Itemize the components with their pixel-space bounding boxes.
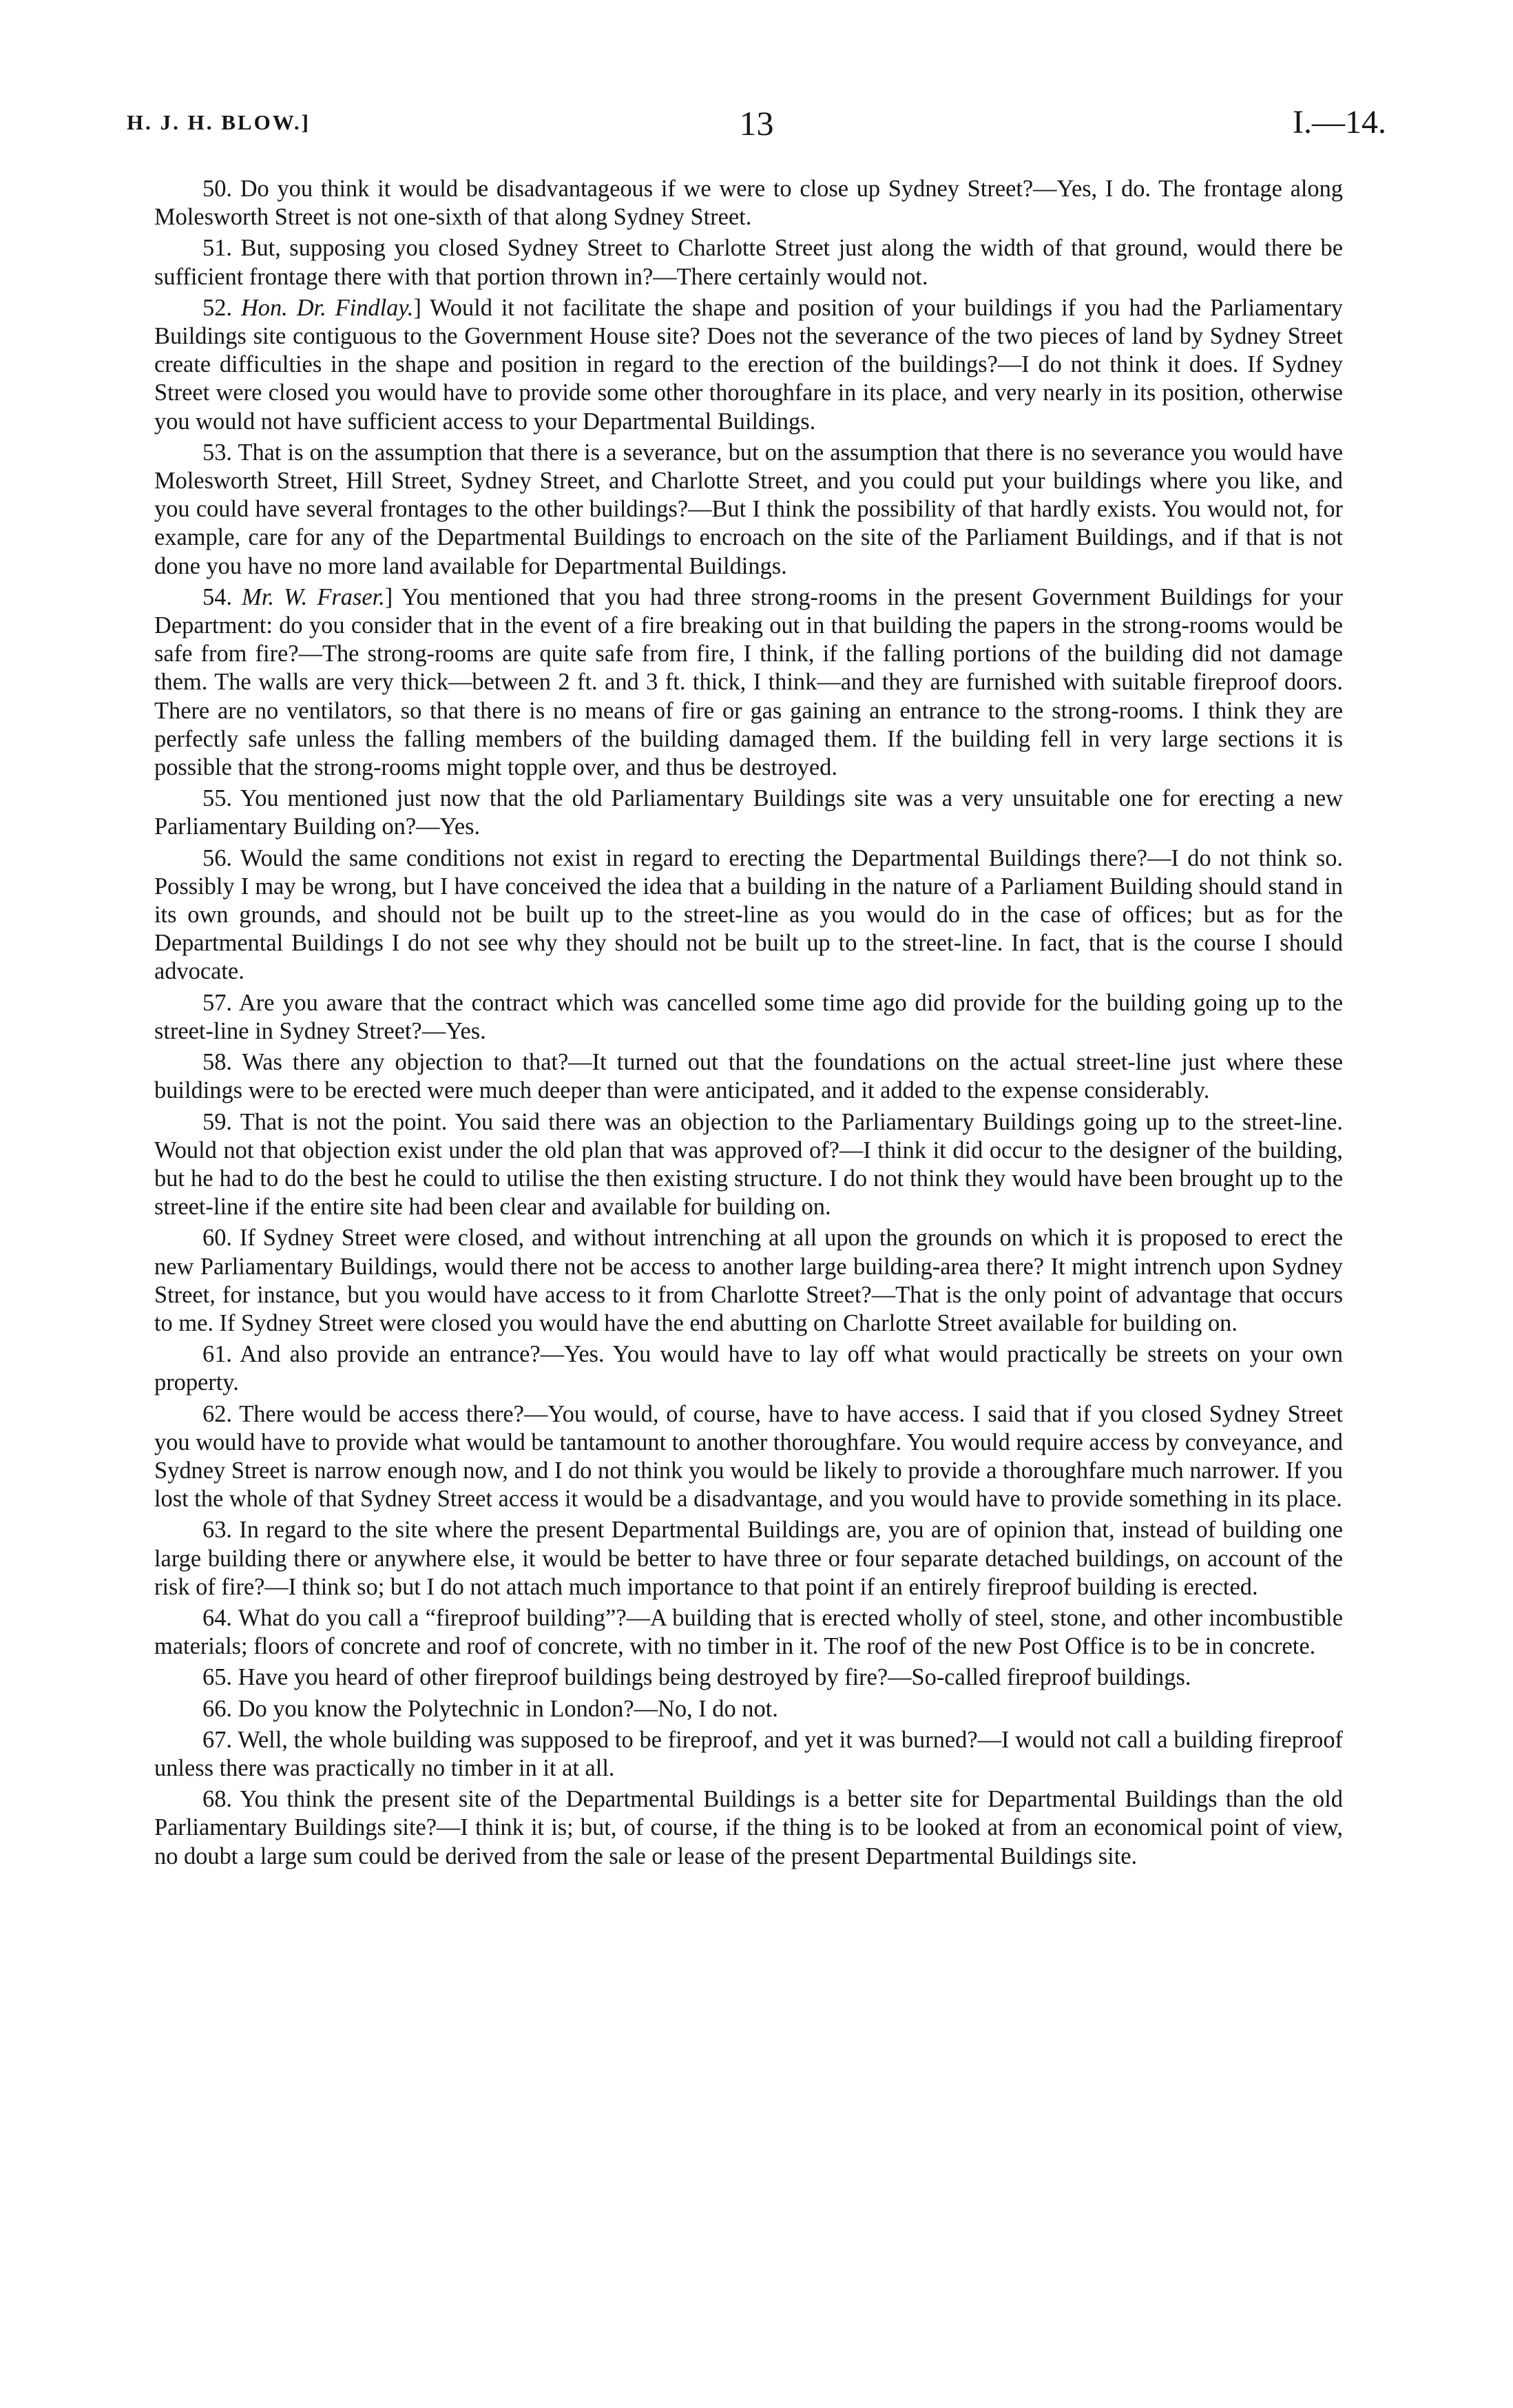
paragraph-text: In regard to the site where the present Departmental Buildings are, you are of opinion that, instead of building one large building there or anywhere else, it would be better to have three or four separate detached buildings, on account of the risk of fire?—I think so; but I do not attach much importance to that point if an entirely fireproof building is erected. — [154, 1517, 1343, 1600]
paragraph — [154, 1224, 1343, 1338]
question-number: 62. — [202, 1400, 232, 1427]
document-body — [154, 175, 1343, 1874]
paragraph-text: Would the same conditions not exist in regard to erecting the Departmental Buildings there?—I do not think so. Possibly I may be wrong, but I have conceived the idea that a building in the nature of a Parliament Building should stand in its own grounds, and should not be built up to the street-line as you would do in the case of offices; but as for the Departmental Buildings I do not see why they should not be built up to the street-line. In fact, that is the course I should advocate. — [154, 844, 1343, 985]
question-number: 54. — [202, 583, 232, 610]
paragraph-text: That is on the assumption that there is a severance, but on the assumption that there is no severance you would have Molesworth Street, Hill Street, Sydney Street, and Charlotte Street, and you could put your buildings where you like, and you could have several frontages to the other buildings?—But I think the possibility of that hardly exists. You would not, for example, care for any of the Departmental Buildings to encroach on the site of the Parliament Buildings, and if that is not done you have no more land available for Departmental Buildings. — [154, 439, 1343, 579]
question-number: 60. — [202, 1225, 232, 1252]
paragraph — [154, 234, 1343, 291]
page-header — [127, 103, 1386, 152]
paragraph — [154, 175, 1343, 231]
question-number: 57. — [202, 989, 232, 1016]
paragraph — [154, 439, 1343, 581]
paragraph-text: There would be access there?—You would, of course, have to have access. I said that if you closed Sydney Street you would have to provide what would be tantamount to another thoroughfare. You would require access by conveyance, and Sydney Street is narrow enough now, and I do not think you would be likely to provide a thoroughfare much narrower. If you lost the whole of that Sydney Street access it would be a disadvantage, and you would have to provide something in its place. — [154, 1400, 1343, 1513]
paragraph — [154, 1108, 1343, 1222]
paragraph — [154, 1516, 1343, 1601]
paragraph-text: What do you call a “fireproof building”?—A building that is erected wholly of steel, stone, and other incombustible materials; floors of concrete and roof of concrete, with no timber in it. The roof of the new Post Office is to be in concrete. — [154, 1604, 1343, 1660]
question-number: 63. — [202, 1517, 232, 1544]
question-number: 52. — [202, 294, 232, 321]
paragraph-text: Are you aware that the contract which was cancelled some time ago did provide for the building going up to the street-line in Sydney Street?—Yes. — [154, 989, 1344, 1044]
paragraph-text: And also provide an entrance?—Yes. You would have to lay off what would practically be streets on your own property. — [154, 1341, 1343, 1396]
paragraph — [154, 1785, 1343, 1871]
paragraph — [154, 1048, 1343, 1105]
question-number: 51. — [202, 235, 232, 262]
paragraph-text: That is not the point. You said there was an objection to the Parliamentary Buildings going up to the street-line. Would not that objection exist under the old plan that was approved of?—I think it did occur to the designer of the building, but he had to do the best he could to utilise the then existing structure. I do not think they would have been brought up to the street-line if the entire site had been clear and available for building on. — [154, 1108, 1343, 1221]
question-number: 56. — [202, 844, 232, 871]
paragraph-text: You mentioned that you had three strong-rooms in the present Government Buildings for your Department: do you consider that in the event of a fire breaking out in that building the papers in the strong-rooms would be safe from fire?—The strong-rooms are quite safe from fire, I think, if the falling portions of the building did not damage them. The walls are very thick—between 2 ft. and 3 ft. thick, I think—and they are furnished with suitable fireproof doors. There are no ventilators, so that there is no means of fire or gas gaining an entrance to the strong-rooms. I think they are perfectly safe unless the falling members of the building damaged them. If the building fell in very large sections it is possible that the strong-rooms might topple over, and thus be destroyed. — [154, 583, 1343, 781]
paragraph — [154, 844, 1343, 986]
paragraph-text: But, supposing you closed Sydney Street to Charlotte Street just along the width of that ground, would there be sufficient frontage there with that portion thrown in?—There certainly would not. — [154, 235, 1343, 290]
paragraph — [154, 989, 1343, 1046]
paragraph-text: Was there any objection to that?—It turned out that the foundations on the actual street-line just where these buildings were to be erected were much deeper than were anticipated, and it added to the expense considerably. — [154, 1049, 1343, 1104]
question-number: 50. — [202, 176, 232, 202]
paragraph — [154, 1604, 1343, 1661]
paragraph-text: You mentioned just now that the old Parliamentary Buildings site was a very unsuitable one for erecting a new Parliamentary Building on?—Yes. — [154, 785, 1343, 840]
question-number: 68. — [202, 1786, 232, 1813]
paragraph-text: Well, the whole building was supposed to be fireproof, and yet it was burned?—I would not call a building fireproof unless there was practically no timber in it at all. — [154, 1726, 1343, 1781]
question-number: 58. — [202, 1049, 232, 1076]
paragraph — [154, 1695, 1343, 1723]
question-number: 61. — [202, 1341, 232, 1368]
paragraph — [154, 1340, 1343, 1397]
paragraph-text: If Sydney Street were closed, and without intrenching at all upon the grounds on which it is proposed to erect the new Parliamentary Buildings, would there not be access to another large building-area there? It might intrench upon Sydney Street, for instance, but you would have access to it from Charlotte Street?—That is the only point of advantage that occurs to me. If Sydney Street were closed you would have the end abutting on Charlotte Street available for building on. — [154, 1225, 1343, 1336]
paragraph-text: Would it not facilitate the shape and position of your buildings if you had the Parliamentary Buildings site contiguous to the Government House site? Does not the severance of the two pieces of land by Sydney Street create difficulties in the shape and position in regard to the erection of the buildings?—I do not think it does. If Sydney Street were closed you would have to provide some other thoroughfare in its place, and very nearly in its position, otherwise you would not have sufficient access to your Departmental Buildings. — [154, 294, 1343, 435]
paper-reference: I.—14. — [1293, 104, 1386, 141]
question-number: 64. — [202, 1604, 232, 1631]
speaker-name: Mr. W. Fraser. — [242, 583, 385, 610]
question-number: 67. — [202, 1726, 232, 1753]
question-number: 55. — [202, 785, 232, 812]
paragraph — [154, 1663, 1343, 1692]
question-number: 65. — [202, 1664, 232, 1691]
witness-name: H. J. H. BLOW.] — [127, 110, 311, 134]
paragraph-text: Do you think it would be disadvantageous if we were to close up Sydney Street?—Yes, I do. The frontage along Molesworth Street is not one-sixth of that along Sydney Street. — [154, 176, 1343, 231]
paragraph-text: Have you heard of other fireproof buildings being destroyed by fire?—So-called fireproof buildings. — [238, 1664, 1191, 1691]
paragraph-text: Do you know the Polytechnic in London?—No, I do not. — [238, 1695, 778, 1722]
paragraph-text: You think the present site of the Departmental Buildings is a better site for Departmental Buildings than the old Parliamentary Buildings site?—I think it is; but, of course, if the thing is to be looked at from an economical point of view, no doubt a large sum could be derived from the sale or lease of the present Departmental Buildings site. — [154, 1786, 1343, 1869]
question-number: 53. — [202, 439, 232, 466]
paragraph — [154, 1400, 1343, 1514]
paragraph: 54. Mr. W. Fraser.] You mentioned that you had three strong-rooms in the present Government Buildings for your Department: do you consider that in the event of a fire breaking out in that building the papers in the strong-rooms would be safe from fire?—The strong-rooms are quite safe from fire, I think, if the falling portions of the building did not damage them. The walls are very thick—between 2 ft. and 3 ft. thick, I think—and they are furnished with suitable fireproof doors. There are no ventilators, so that there is no means of fire or gas gaining an entrance to the strong-rooms. I think they are perfectly safe unless the falling members of the building damaged them. If the building fell in very large sections it is possible that the strong-rooms might topple over, and thus be destroyed. — [154, 583, 1343, 781]
question-number: 59. — [202, 1108, 232, 1135]
paragraph — [154, 785, 1343, 841]
paragraph — [154, 1726, 1343, 1783]
speaker-name: Hon. Dr. Findlay. — [240, 294, 414, 321]
question-number: 66. — [202, 1695, 232, 1722]
paragraph: 52. Hon. Dr. Findlay.] Would it not facilitate the shape and position of your buildings if you had the Parliamentary Buildings site contiguous to the Government House site? Does not the severance of the two pieces of land by Sydney Street create difficulties in the shape and position in regard to the erection of the buildings?—I do not think it does. If Sydney Street were closed you would have to provide some other thoroughfare in its place, and very nearly in its position, otherwise you would not have sufficient access to your Departmental Buildings. — [154, 294, 1343, 435]
page-number: 13 — [739, 104, 774, 143]
